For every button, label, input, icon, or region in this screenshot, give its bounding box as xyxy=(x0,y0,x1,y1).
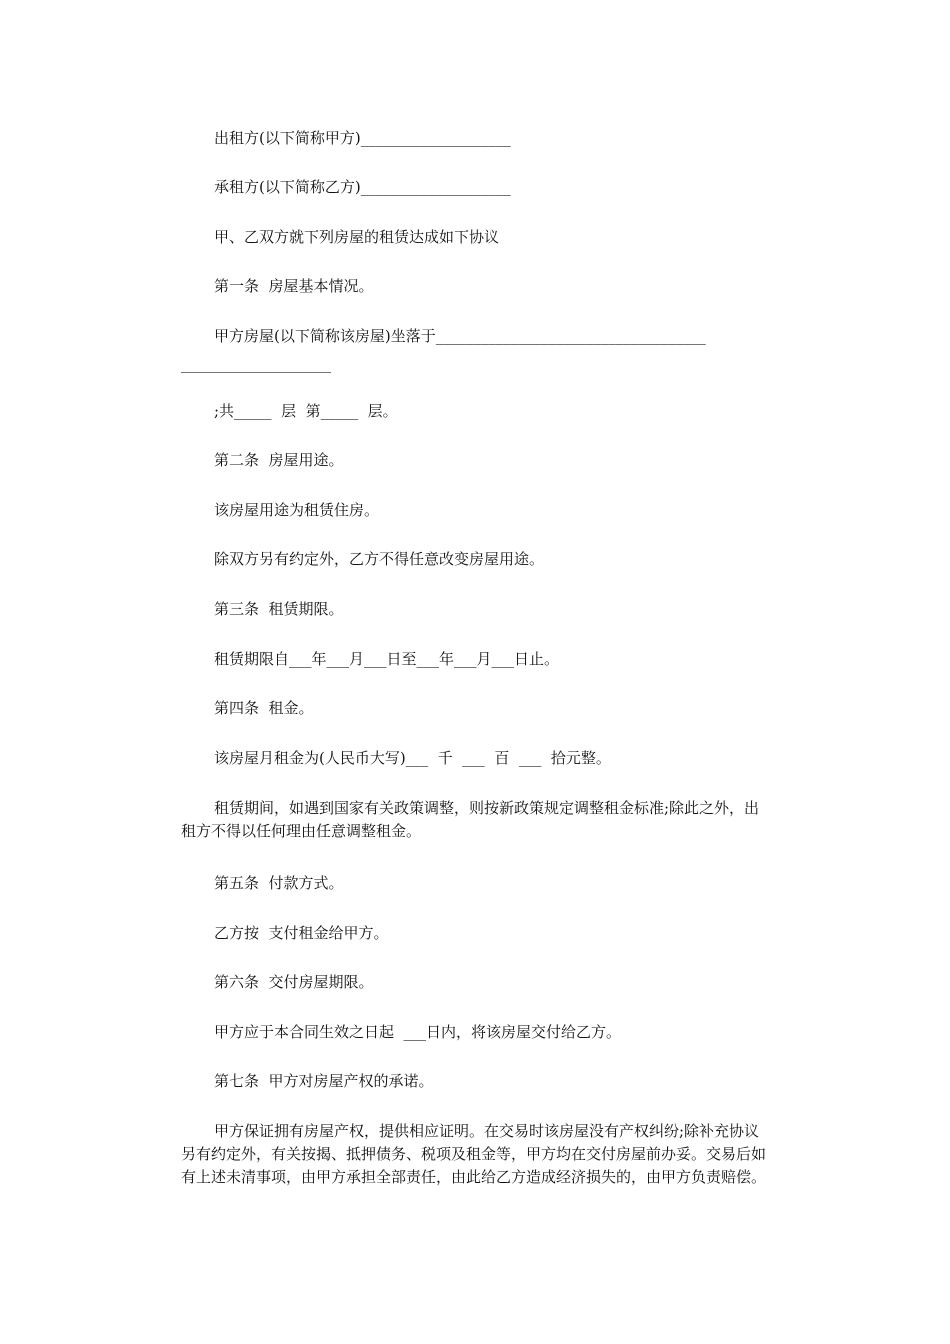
lessor-line: 出租方(以下简称甲方)____________________ xyxy=(214,129,511,147)
article-3-term: 租赁期限自___年___月___日至___年___月___日止。 xyxy=(214,650,560,668)
article-4-adjustment: 租赁期间，如遇到国家有关政策调整，则按新政策规定调整租金标准;除此之外，出租方不得以任何理由任意调整租金。 xyxy=(181,799,760,840)
article-5-title: 第五条 付款方式。 xyxy=(214,874,344,892)
lessee-line: 承租方(以下简称乙方)____________________ xyxy=(214,178,511,196)
article-7-title: 第七条 甲方对房屋产权的承诺。 xyxy=(214,1072,434,1090)
article-3-title: 第三条 租赁期限。 xyxy=(214,600,344,618)
article-4-rent: 该房屋月租金为(人民币大写)___ 千 ___ 百 ___ 拾元整。 xyxy=(214,749,611,767)
article-2-restriction: 除双方另有约定外，乙方不得任意改变房屋用途。 xyxy=(214,550,545,568)
article-1-location-continuation: ____________________ xyxy=(181,355,331,373)
article-1-location: 甲方房屋(以下简称该房屋)坐落于____________________________________ xyxy=(214,327,706,345)
article-1-floors: ;共_____ 层 第_____ 层。 xyxy=(214,402,398,420)
article-4-title: 第四条 租金。 xyxy=(214,699,314,717)
article-2-title: 第二条 房屋用途。 xyxy=(214,451,344,469)
intro-line: 甲、乙双方就下列房屋的租赁达成如下协议 xyxy=(214,228,500,246)
article-1-title: 第一条 房屋基本情况。 xyxy=(214,277,374,295)
article-2-use: 该房屋用途为租赁住房。 xyxy=(214,501,380,519)
article-6-title: 第六条 交付房屋期限。 xyxy=(214,973,374,991)
article-7-body: 甲方保证拥有房屋产权，提供相应证明。在交易时该房屋没有产权纠纷;除补充协议另有约定外，有关按揭、抵押债务、税项及租金等，甲方均在交付房屋前办妥。交易后如有上述未清事项，由甲方承担全部责任，由此给乙方造成经济损失的，由甲方负责赔偿。 xyxy=(181,1122,767,1186)
article-6-delivery: 甲方应于本合同生效之日起 ___日内，将该房屋交付给乙方。 xyxy=(214,1023,622,1041)
article-5-payment: 乙方按 支付租金给甲方。 xyxy=(214,924,389,942)
